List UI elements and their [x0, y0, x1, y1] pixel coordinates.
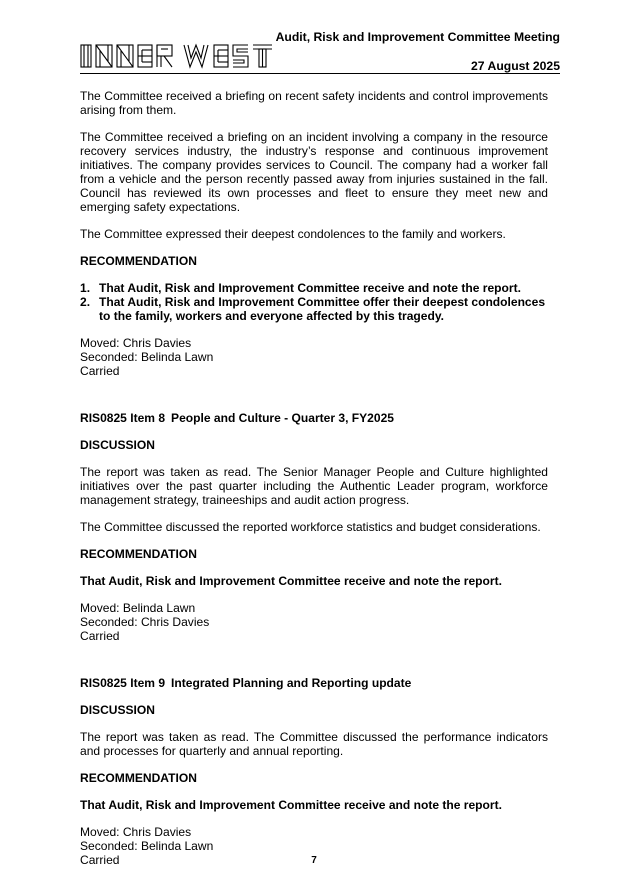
- discussion-heading: DISCUSSION: [80, 438, 155, 452]
- recommendation-heading: RECOMMENDATION: [80, 771, 197, 785]
- item-title: Integrated Planning and Reporting update: [171, 676, 412, 690]
- intro-paragraph-3: The Committee expressed their deepest condolences to the family and workers.: [80, 227, 506, 241]
- recommendation-text: That Audit, Risk and Improvement Committee receive and note the report.: [99, 281, 521, 295]
- recommendation-heading: RECOMMENDATION: [80, 547, 197, 561]
- recommendation-number: 1.: [80, 281, 91, 295]
- item-title: People and Culture - Quarter 3, FY2025: [171, 411, 394, 425]
- moved-by: Moved: Chris Davies: [80, 336, 192, 350]
- document-body: [80, 89, 548, 867]
- recommendation-number: 2.: [80, 295, 91, 309]
- motion-carried: Carried: [80, 364, 120, 378]
- discussion-paragraph: The report was taken as read. The Committee discussed the performance indicators and processes for quarterly and annual reporting.: [80, 730, 548, 758]
- page-header: [0, 0, 628, 76]
- seconded-by: Seconded: Belinda Lawn: [80, 350, 214, 364]
- discussion-heading: DISCUSSION: [80, 703, 155, 717]
- meeting-title: Audit, Risk and Improvement Committee Meeting: [275, 30, 560, 44]
- recommendation-text: That Audit, Risk and Improvement Committee receive and note the report.: [80, 798, 502, 812]
- seconded-by: Seconded: Belinda Lawn: [80, 839, 214, 853]
- recommendation-text: That Audit, Risk and Improvement Committee receive and note the report.: [80, 574, 502, 588]
- header-rule: [80, 73, 560, 74]
- item-code: RIS0825 Item 8: [80, 411, 166, 425]
- seconded-by: Seconded: Chris Davies: [80, 615, 210, 629]
- page-number: 7: [311, 855, 317, 866]
- item-heading: [80, 411, 548, 425]
- recommendation-heading: RECOMMENDATION: [80, 254, 197, 268]
- motion-carried: Carried: [80, 629, 120, 643]
- discussion-paragraph: The Committee discussed the reported workforce statistics and budget considerations.: [80, 520, 541, 534]
- inner-west-logo: [80, 42, 280, 70]
- recommendation-text: That Audit, Risk and Improvement Committee offer their deepest condolences to the family, workers and everyone affected by this tragedy.: [99, 295, 546, 323]
- recommendation-item: [80, 295, 548, 323]
- item-code: RIS0825 Item 9: [80, 676, 166, 690]
- motion-carried: Carried: [80, 853, 120, 867]
- intro-paragraph-1: The Committee received a briefing on recent safety incidents and control improvements arising from them.: [80, 89, 548, 117]
- item-heading: [80, 676, 548, 690]
- discussion-paragraph: The report was taken as read. The Senior Manager People and Culture highlighted initiatives over the past quarter including the Authentic Leader program, workforce management strategy, traineeships and audit action progress.: [80, 465, 548, 507]
- recommendation-list: [80, 281, 548, 323]
- moved-by: Moved: Chris Davies: [80, 825, 192, 839]
- moved-by: Moved: Belinda Lawn: [80, 601, 196, 615]
- recommendation-item: [80, 281, 548, 295]
- meeting-date: 27 August 2025: [471, 59, 560, 73]
- intro-paragraph-2: The Committee received a briefing on an incident involving a company in the resource recovery services industry, the industry’s response and continuous improvement initiatives. The company provides services to Council. The company had a worker fall from a vehicle and the person recently passed away from injuries sustained in the fall. Council has reviewed its own processes and fleet to ensure they meet new and emerging safety expectations.: [80, 130, 548, 214]
